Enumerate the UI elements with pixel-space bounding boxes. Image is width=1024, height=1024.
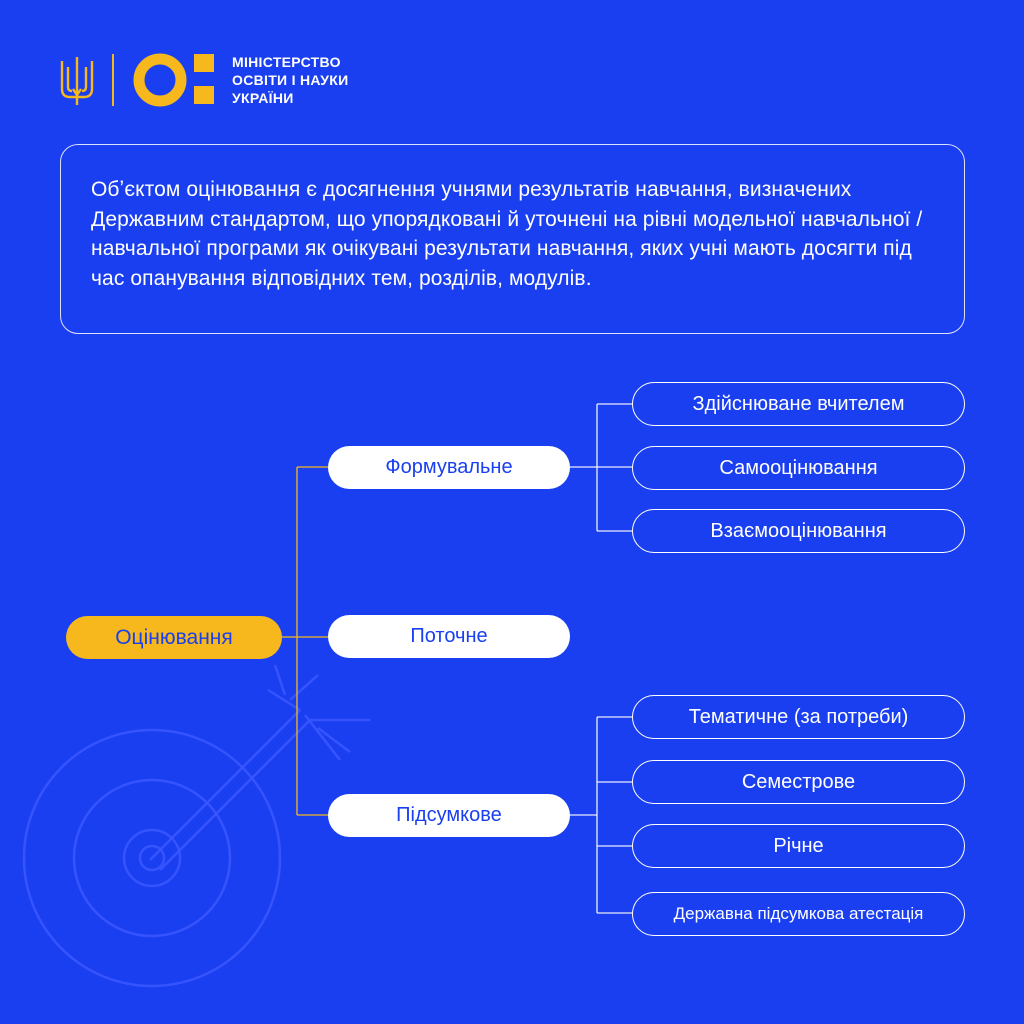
- ministry-line-3: УКРАЇНИ: [232, 90, 294, 106]
- node-current: Поточне: [328, 615, 570, 658]
- ministry-line-2: ОСВІТИ І НАУКИ: [232, 72, 349, 88]
- node-formative: Формувальне: [328, 446, 570, 489]
- node-annual: Річне: [632, 824, 965, 868]
- node-state-attestation: Державна підсумкова атестація: [632, 892, 965, 936]
- node-semester: Семестрове: [632, 760, 965, 804]
- intro-text: Обʼєктом оцінювання є досягнення учнями результатів навчання, визначених Державним стандартом, що упорядковані й уточнені на рівні модельної навчальної / навчальної програми як очікувані результати навчання, яких учні мають досягти під час опанування відповідних тем, розділів, модулів.: [91, 178, 923, 290]
- node-thematic: Тематичне (за потреби): [632, 695, 965, 739]
- node-root: Оцінювання: [66, 616, 282, 659]
- node-teacher-assessment: Здійснюване вчителем: [632, 382, 965, 426]
- node-self-assessment: Самооцінювання: [632, 446, 965, 490]
- node-peer-assessment: Взаємооцінювання: [632, 509, 965, 553]
- ministry-line-1: МІНІСТЕРСТВО: [232, 54, 341, 70]
- node-summative: Підсумкове: [328, 794, 570, 837]
